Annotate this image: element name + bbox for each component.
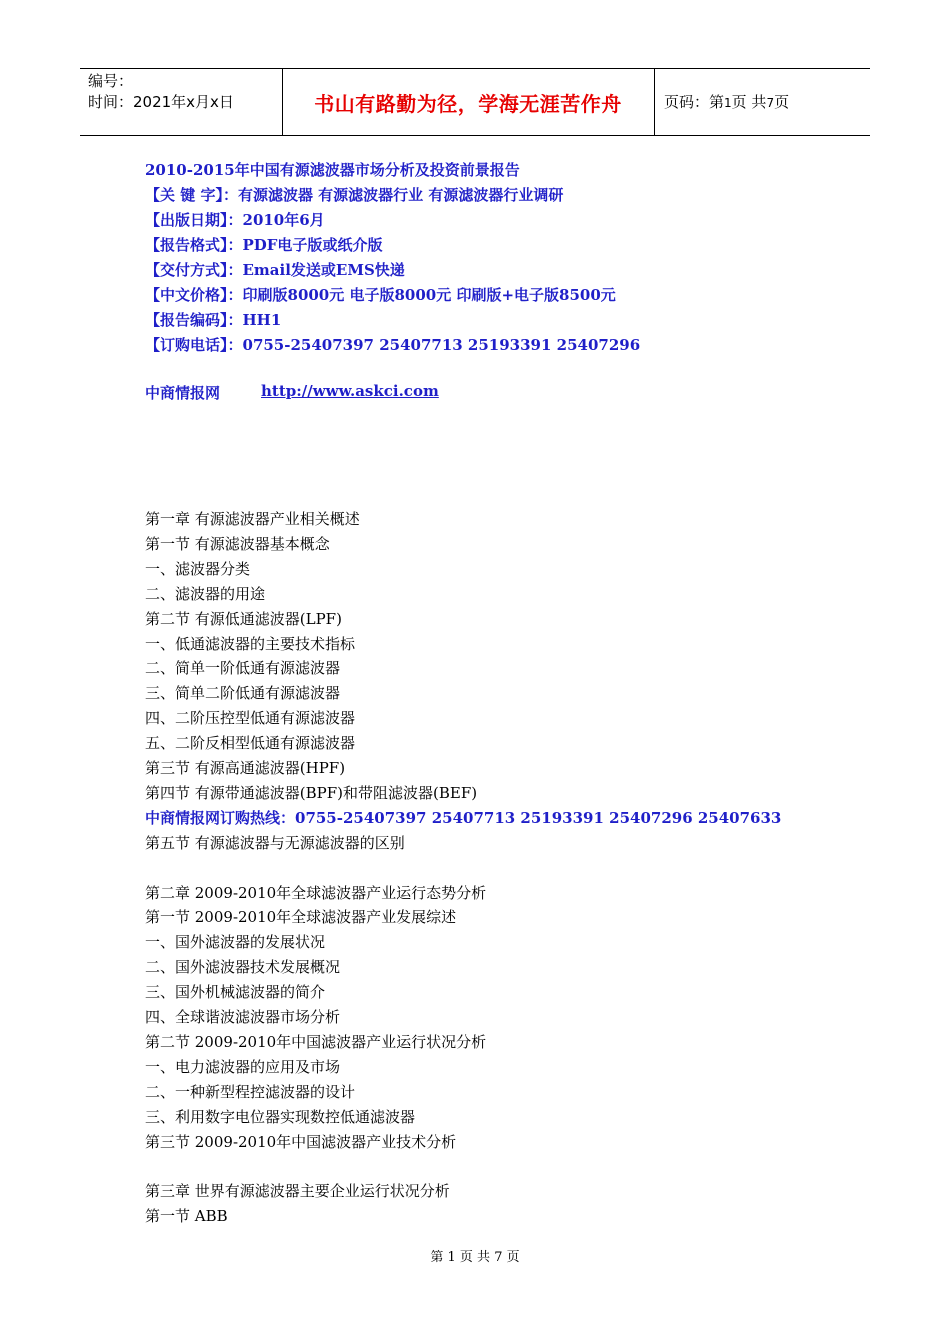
toc-line: 第三节 有源高通滤波器(HPF) [145, 759, 346, 778]
site-name: 中商情报网 [145, 384, 221, 402]
toc-line: 五、二阶反相型低通有源滤波器 [145, 734, 356, 753]
toc-line: 一、国外滤波器的发展状况 [145, 933, 326, 952]
toc-line [145, 1155, 781, 1180]
header-motto: 书山有路勤为径，学海无涯苦作舟 [314, 91, 622, 116]
table-of-contents [145, 507, 781, 1229]
toc-line: 二、一种新型程控滤波器的设计 [145, 1082, 356, 1101]
toc-line: 一、滤波器分类 [145, 559, 251, 578]
toc-line: 四、全球谐波滤波器市场分析 [145, 1008, 341, 1027]
page-prefix: 页码：第 [664, 93, 725, 111]
toc-line: 第一节 ABB [145, 1207, 228, 1226]
toc-line: 四、二阶压控型低通有源滤波器 [145, 709, 356, 728]
toc-line [145, 856, 781, 881]
meta-code: 【报告编码】：HH1 [145, 311, 282, 329]
meta-price: 【中文价格】：印刷版8000元 电子版8000元 印刷版+电子版8500元 [145, 286, 616, 304]
header-page-info [664, 91, 789, 112]
toc-line: 第四节 有源带通滤波器(BPF)和带阻滤波器(BEF) [145, 783, 478, 802]
toc-line: 第三章 世界有源滤波器主要企业运行状况分析 [145, 1182, 450, 1201]
toc-line: 第一章 有源滤波器产业相关概述 [145, 510, 360, 528]
report-meta [145, 158, 640, 358]
toc-line: 第二节 2009-2010年中国滤波器产业运行状况分析 [145, 1033, 487, 1052]
page-header [80, 68, 870, 136]
toc-line: 第一节 有源滤波器基本概念 [145, 534, 330, 553]
toc-line: 三、利用数字电位器实现数控低通滤波器 [145, 1107, 416, 1126]
site-line [145, 382, 439, 403]
order-hotline: 中商情报网订购热线：0755-25407397 25407713 25193391 25407296 25407633 [145, 808, 782, 827]
toc-line: 二、国外滤波器技术发展概况 [145, 958, 341, 977]
toc-line: 第一节 2009-2010年全球滤波器产业发展综述 [145, 908, 457, 927]
toc-line: 一、电力滤波器的应用及市场 [145, 1057, 341, 1076]
toc-line: 三、简单二阶低通有源滤波器 [145, 684, 341, 703]
header-left-cell [88, 71, 280, 113]
toc-line: 第二节 有源低通滤波器(LPF) [145, 609, 342, 628]
time-label: 时间：2021年x月x日 [88, 93, 234, 111]
toc-line: 一、低通滤波器的主要技术指标 [145, 634, 356, 653]
toc-line: 第三节 2009-2010年中国滤波器产业技术分析 [145, 1132, 457, 1151]
header-divider-right [654, 69, 655, 135]
page-suffix: 页 [774, 93, 790, 111]
page-footer: 第 1 页 共 7 页 [430, 1250, 520, 1265]
meta-keywords: 【关 键 字】：有源滤波器 有源滤波器行业 有源滤波器行业调研 [145, 186, 564, 204]
site-url-link[interactable]: http://www.askci.com [261, 382, 439, 400]
toc-line: 三、国外机械滤波器的简介 [145, 983, 326, 1002]
page-current: 1 [724, 96, 732, 110]
report-title: 2010-2015年中国有源滤波器市场分析及投资前景报告 [145, 161, 520, 179]
toc-line: 第二章 2009-2010年全球滤波器产业运行态势分析 [145, 883, 487, 902]
page-total: 7 [766, 96, 775, 110]
meta-delivery: 【交付方式】：Email发送或EMS快递 [145, 261, 405, 279]
toc-line: 二、滤波器的用途 [145, 584, 266, 603]
number-label: 编号： [88, 72, 134, 90]
toc-line: 二、简单一阶低通有源滤波器 [145, 659, 341, 678]
meta-publish-date: 【出版日期】：2010年6月 [145, 211, 325, 229]
page-middle: 页 共 [731, 93, 767, 111]
meta-phone: 【订购电话】：0755-25407397 25407713 25193391 25407296 [145, 336, 641, 354]
meta-format: 【报告格式】：PDF电子版或纸介版 [145, 236, 383, 254]
toc-line: 第五节 有源滤波器与无源滤波器的区别 [145, 833, 405, 852]
